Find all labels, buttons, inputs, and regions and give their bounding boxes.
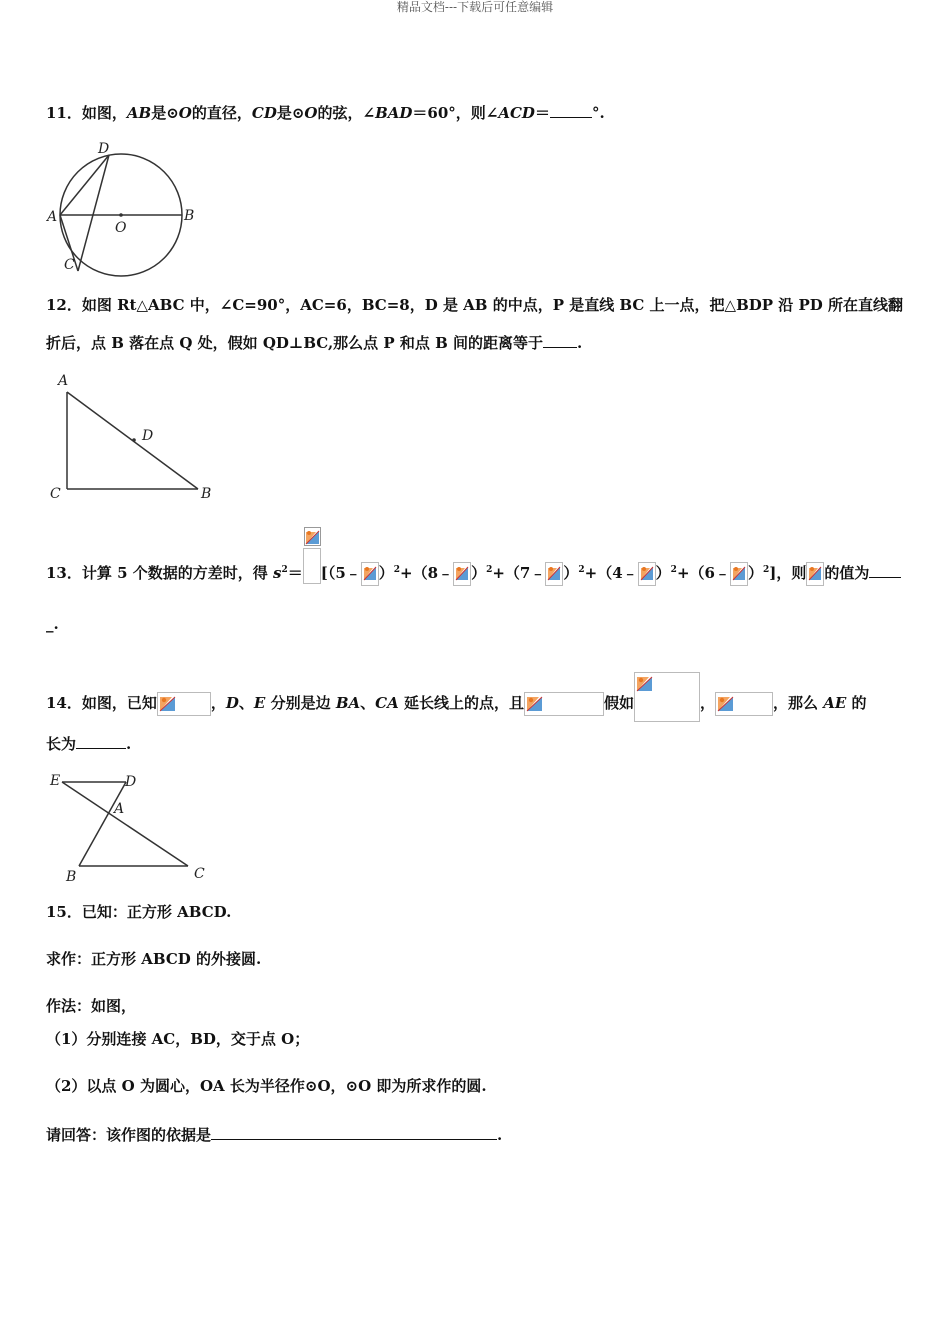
label-d: D [98,141,110,157]
q12-text: . [577,334,583,352]
q13-text: 13．计算 5 个数据的方差时，得 [46,564,273,582]
broken-image-icon [361,562,379,586]
q11-text: ＝60°，则∠ [412,104,499,122]
q13-text: +（6﹣ [676,564,730,582]
q13-text: ） [378,564,394,582]
q13-text: [（5﹣ [320,564,361,582]
q14-ae: AE [823,694,847,712]
broken-image-icon [715,692,773,716]
q14-text: 分别是边 [265,694,336,712]
center-point [119,213,123,217]
answer-blank [211,1124,497,1140]
q14-text: 长为 [46,735,77,753]
broken-image-icon [303,548,321,584]
question-15-step1: （1）分别连接 AC，BD，交于点 O； [46,1030,310,1048]
q11-o: O [304,104,318,122]
q11-o: O [178,104,192,122]
q11-text: 11．如图， [46,104,127,122]
label-e: E [50,773,61,789]
question-15-method: 作法：如图， [46,997,137,1015]
question-12-line2 [46,332,582,353]
right-triangle-figure [44,368,224,504]
q15-text: . [497,1126,503,1144]
question-15-step2: （2）以点 O 为圆心，OA 长为半径作⊙O，⊙O 即为所求作的圆. [46,1077,487,1095]
q11-text: 是⊙ [276,104,305,122]
q13-text: 的值为 [824,564,870,582]
q14-ca: CA [375,694,399,712]
question-15-construct: 求作：正方形 ABCD 的外接圆. [46,950,262,968]
broken-image-icon [524,692,604,716]
answer-blank [550,102,592,118]
midpoint-d [132,438,136,442]
q14-text: . [126,735,132,753]
q11-text: ＝ [534,104,550,122]
q14-ba: BA [335,694,361,712]
question-13-line2: _. [46,615,59,633]
question-12-line1: 12．如图 Rt△ABC 中，∠C=90°，AC=6，BC=8，D 是 AB 的中点，P 是直线 BC 上一点，把△BDP 沿 PD 所在直线翻 [46,296,904,314]
q14-text: 14．如图，已知 [46,694,157,712]
q11-text: °. [591,104,605,122]
question-15-given: 15．已知：正方形 ABCD. [46,903,232,921]
page-header: 精品文档---下载后可任意编辑 [396,0,554,14]
question-14 [46,672,867,722]
q14-text: 、 [238,694,254,712]
q13-text: ） [471,564,487,582]
q13-s: s [272,564,282,582]
q14-text: ， [210,694,226,712]
q13-text: ） [747,564,763,582]
q13-exp: 2 [281,565,288,575]
q14-text: 延长线上的点，且 [398,694,524,712]
q11-ab: AB [126,104,152,122]
segment-ec [62,782,188,866]
label-b: B [201,486,212,502]
answer-blank [869,562,901,578]
label-d: D [142,428,154,444]
q15-text: 请回答：该作图的依据是 [46,1126,212,1144]
q14-text: ，那么 [773,694,824,712]
label-c: C [194,866,205,882]
q14-text: 的 [846,694,867,712]
q14-text: ， [699,694,715,712]
label-a: A [47,209,58,225]
broken-image-icon [730,562,748,586]
question-11 [46,102,605,123]
q11-text: 的直径， [191,104,252,122]
label-b: B [66,869,77,885]
broken-image-icon [545,562,563,586]
question-14-line2 [46,733,131,754]
q13-text: ]，则 [769,564,807,582]
broken-image-icon [157,692,211,716]
q14-e: E [253,694,266,712]
q14-text: 、 [360,694,376,712]
q11-acd: ACD [498,104,535,122]
label-c: C [50,486,61,502]
label-a: A [58,373,69,389]
label-b: B [184,208,195,224]
segment-db [79,782,126,866]
q11-text: 的弦，∠ [317,104,376,122]
q12-text: 折后，点 B 落在点 Q 处，假如 QD⊥BC,那么点 P 和点 B 间的距离等于 [46,334,544,352]
q13-text: +（4﹣ [584,564,638,582]
q13-text: ） [655,564,671,582]
q14-d: D [225,694,239,712]
broken-image-icon [806,562,824,586]
label-d: D [125,774,137,790]
broken-image-icon [634,672,700,722]
label-c: C [64,257,75,273]
label-o: O [115,220,127,236]
q11-cd: CD [251,104,277,122]
q13-text: +（7﹣ [492,564,546,582]
q11-bad: BAD [375,104,413,122]
q13-text: +（8﹣ [400,564,454,582]
q14-text: 假如 [603,694,634,712]
question-13: 13．计算 5 个数据的方差时，得 $s^2=$ [（5﹣ ）$^2$+（8﹣ ）$^2$+（7﹣ ）$^2$+（4﹣ ）$^2$+（6﹣ ）$^2$]，则 的值为 [46,548,901,586]
q11-text: 是⊙ [151,104,179,122]
question-15-answer [46,1124,502,1145]
chord-cd [78,155,109,271]
broken-image-icon [453,562,471,586]
q13-text: ） [563,564,579,582]
answer-blank [76,733,126,749]
broken-image-icon [638,562,656,586]
q13-text: ＝ [287,564,303,582]
circle-figure [44,138,204,278]
triangle-figure [46,768,216,888]
label-a: A [114,801,125,817]
answer-blank [543,332,577,348]
